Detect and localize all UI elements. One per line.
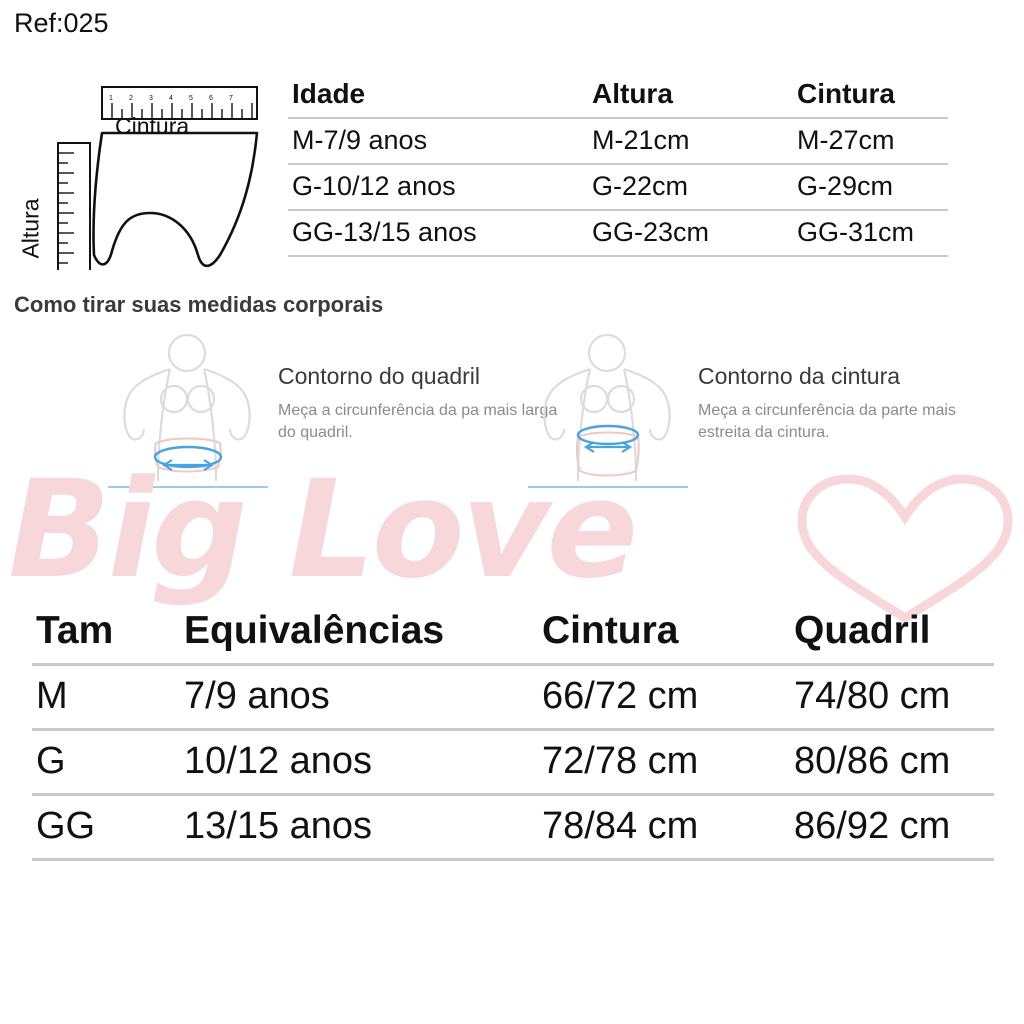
table-row: [32, 730, 994, 795]
cell-cintura: M-27cm: [793, 118, 948, 164]
column-header-quadril: Quadril: [790, 600, 994, 665]
cell-altura: G-22cm: [588, 164, 793, 210]
svg-text:5: 5: [189, 95, 193, 102]
height-caption-top: Altura: [17, 198, 44, 259]
howto-title-hip: Contorno do quadril: [278, 363, 481, 389]
cell-tam: M: [32, 665, 180, 730]
cell-tam: GG: [32, 795, 180, 860]
female-torso-waist-icon: [520, 325, 695, 500]
cell-altura: GG-23cm: [588, 210, 793, 256]
table-row: [32, 795, 994, 860]
cell-equivalencias: 10/12 anos: [180, 730, 538, 795]
cell-quadril: 74/80 cm: [790, 665, 994, 730]
howto-desc-hip: Meça a circunferência da pa mais larga do quadril.: [278, 402, 558, 441]
svg-text:7: 7: [229, 95, 233, 102]
howto-measurements: [0, 325, 1024, 515]
table-row: [288, 210, 948, 256]
size-equivalence-table: [32, 600, 994, 861]
cell-idade: GG-13/15 anos: [288, 210, 588, 256]
cell-cintura: 72/78 cm: [538, 730, 790, 795]
svg-text:2: 2: [129, 95, 133, 102]
table-header-row: [32, 600, 994, 665]
waist-caption-top: Cintura: [115, 113, 190, 139]
howto-desc-waist: Meça a circunferência da parte mais estreita da cintura.: [698, 402, 956, 441]
cell-cintura: 78/84 cm: [538, 795, 790, 860]
cell-quadril: 86/92 cm: [790, 795, 994, 860]
column-header-cintura: Cintura: [793, 72, 948, 118]
svg-text:4: 4: [169, 95, 173, 102]
howto-title-waist: Contorno da cintura: [698, 363, 901, 389]
howto-section-title: Como tirar suas medidas corporais: [14, 292, 384, 317]
female-torso-hip-icon: [100, 325, 275, 500]
column-header-altura: Altura: [588, 72, 793, 118]
cell-cintura: G-29cm: [793, 164, 948, 210]
svg-text:3: 3: [149, 95, 153, 102]
table-header-row: [288, 72, 948, 118]
cell-idade: G-10/12 anos: [288, 164, 588, 210]
cell-cintura: 66/72 cm: [538, 665, 790, 730]
cell-idade: M-7/9 anos: [288, 118, 588, 164]
cell-quadril: 80/86 cm: [790, 730, 994, 795]
column-header-cintura: Cintura: [538, 600, 790, 665]
svg-text:6: 6: [209, 95, 213, 102]
cell-cintura: GG-31cm: [793, 210, 948, 256]
garment-diagram: [10, 55, 280, 270]
cell-tam: G: [32, 730, 180, 795]
cell-altura: M-21cm: [588, 118, 793, 164]
table-row: [288, 164, 948, 210]
column-header-tam: Tam: [32, 600, 180, 665]
panty-diagram-icon: [10, 55, 280, 270]
age-height-waist-table: [288, 72, 948, 257]
column-header-idade: Idade: [288, 72, 588, 118]
cell-equivalencias: 13/15 anos: [180, 795, 538, 860]
column-header-equivalencias: Equivalências: [180, 600, 538, 665]
watermark-text: Big Love: [8, 451, 636, 608]
cell-equivalencias: 7/9 anos: [180, 665, 538, 730]
reference-code: Ref:025: [14, 8, 109, 38]
table-row: [32, 665, 994, 730]
svg-text:1: 1: [109, 95, 113, 102]
table-row: [288, 118, 948, 164]
howto-text-waist: [698, 363, 998, 443]
